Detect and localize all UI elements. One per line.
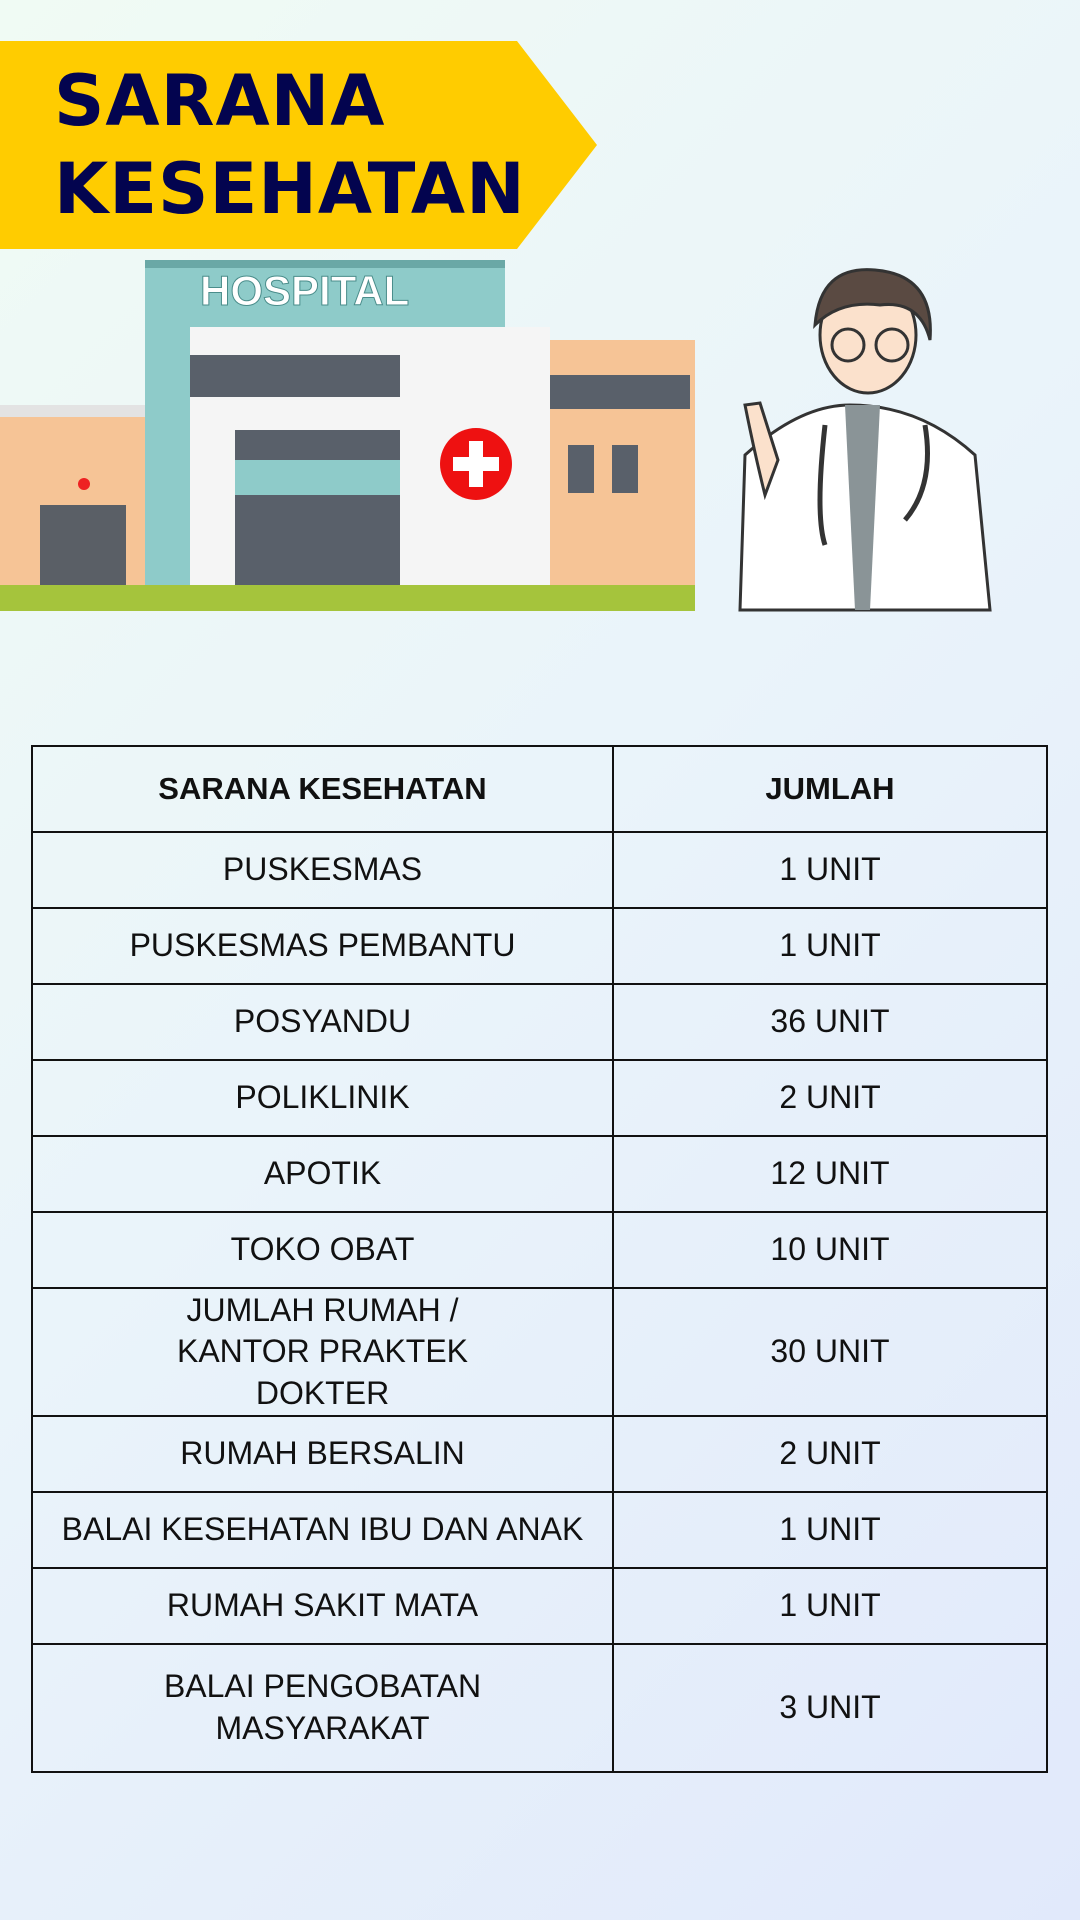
- facility-count: 12 UNIT: [613, 1136, 1047, 1212]
- facility-name: APOTIK: [32, 1136, 613, 1212]
- table-row: [32, 1060, 1047, 1136]
- facility-name: TOKO OBAT: [32, 1212, 613, 1288]
- facility-name: PUSKESMAS: [32, 832, 613, 908]
- facility-name: BALAI KESEHATAN IBU DAN ANAK: [32, 1492, 613, 1568]
- title-line-2: KESEHATAN: [54, 148, 526, 230]
- table-row: [32, 908, 1047, 984]
- table-row: [32, 984, 1047, 1060]
- table-row: [32, 832, 1047, 908]
- facility-name: POSYANDU: [32, 984, 613, 1060]
- hospital-sign: HOSPITAL: [200, 267, 410, 314]
- facility-name: POLIKLINIK: [32, 1060, 613, 1136]
- header-count: JUMLAH: [613, 746, 1047, 832]
- facility-name: JUMLAH RUMAH / KANTOR PRAKTEK DOKTER: [32, 1288, 613, 1416]
- facility-count: 3 UNIT: [613, 1644, 1047, 1772]
- table-header-row: [32, 746, 1047, 832]
- facility-count: 2 UNIT: [613, 1060, 1047, 1136]
- facility-count: 2 UNIT: [613, 1416, 1047, 1492]
- facility-name: PUSKESMAS PEMBANTU: [32, 908, 613, 984]
- facility-count: 10 UNIT: [613, 1212, 1047, 1288]
- table-row: [32, 1568, 1047, 1644]
- facility-count: 36 UNIT: [613, 984, 1047, 1060]
- health-facilities-table: [31, 745, 1048, 1773]
- table-row: [32, 1492, 1047, 1568]
- facility-count: 1 UNIT: [613, 908, 1047, 984]
- facility-name: RUMAH BERSALIN: [32, 1416, 613, 1492]
- hospital-icon: [0, 260, 695, 611]
- title-line-1: SARANA: [54, 60, 386, 142]
- facility-name: RUMAH SAKIT MATA: [32, 1568, 613, 1644]
- table-row: [32, 1644, 1047, 1772]
- table-row: [32, 1288, 1047, 1416]
- facility-count: 1 UNIT: [613, 1492, 1047, 1568]
- table-row: [32, 1136, 1047, 1212]
- doctor-icon: [740, 270, 990, 610]
- facility-count: 1 UNIT: [613, 832, 1047, 908]
- title-banner: [0, 41, 597, 249]
- header-facility: SARANA KESEHATAN: [32, 746, 613, 832]
- table-row: [32, 1416, 1047, 1492]
- facility-count: 30 UNIT: [613, 1288, 1047, 1416]
- facility-count: 1 UNIT: [613, 1568, 1047, 1644]
- facility-name: BALAI PENGOBATAN MASYARAKAT: [32, 1644, 613, 1772]
- table-row: [32, 1212, 1047, 1288]
- hospital-doctor-illustration: [0, 255, 1000, 615]
